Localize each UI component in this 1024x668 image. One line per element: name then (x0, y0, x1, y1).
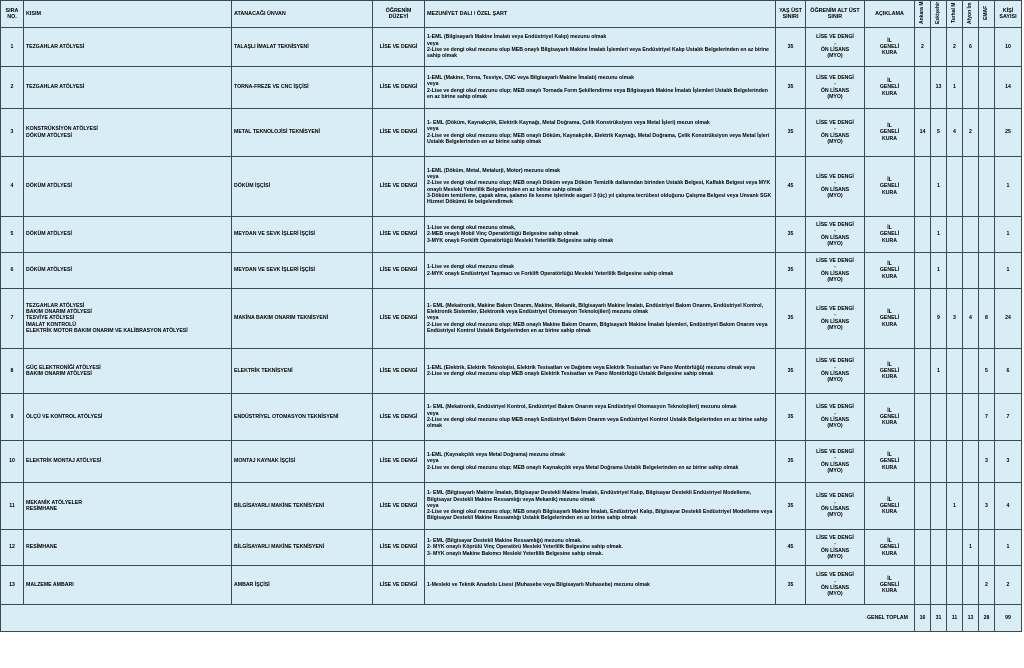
kisim-cell: KONSTRÜKSİYON ATÖLYESİ DÖKÜM ATÖLYESİ (24, 109, 232, 157)
turhal-cell (947, 349, 963, 394)
aciklama-cell: İL GENELİ KURA (865, 67, 915, 109)
footer-label: GENEL TOPLAM (1, 605, 915, 632)
ankara-cell (915, 289, 931, 349)
eskisehir-cell: 9 (931, 289, 947, 349)
turhal-cell (947, 157, 963, 217)
eskisehir-cell (931, 441, 947, 483)
duzey-cell: LİSE VE DENGİ (373, 217, 425, 253)
table-row (1, 441, 1022, 483)
duzey-cell: LİSE VE DENGİ (373, 253, 425, 289)
afyon-cell (963, 566, 979, 605)
kisim-cell: RESİMHANE (24, 530, 232, 566)
unvan-cell: BİLGİSAYARLI MAKİNE TEKNİSYENİ (232, 530, 373, 566)
unvan-cell: AMBAR İŞÇİSİ (232, 566, 373, 605)
aciklama-cell: İL GENELİ KURA (865, 253, 915, 289)
alt-ust-cell: LİSE VE DENGİ - ÖN LİSANS (MYO) (806, 349, 865, 394)
header-alt-ust: ÖĞRENİM ALT ÜST SINIR (806, 1, 865, 28)
alt-ust-cell: LİSE VE DENGİ - ÖN LİSANS (MYO) (806, 157, 865, 217)
table-row (1, 289, 1022, 349)
alt-ust-cell: LİSE VE DENGİ - ÖN LİSANS (MYO) (806, 441, 865, 483)
kisim-cell: DÖKÜM ATÖLYESİ (24, 253, 232, 289)
row-number: 10 (1, 441, 24, 483)
kisim-cell: ELEKTRİK MONTAJ ATÖLYESİ (24, 441, 232, 483)
ankara-cell (915, 349, 931, 394)
emaf-cell (979, 157, 995, 217)
kisim-cell: DÖKÜM ATÖLYESİ (24, 217, 232, 253)
duzey-cell: LİSE VE DENGİ (373, 289, 425, 349)
eskisehir-cell: 1 (931, 253, 947, 289)
duzey-cell: LİSE VE DENGİ (373, 157, 425, 217)
eskisehir-cell (931, 483, 947, 530)
mezuniyet-cell: 1-EML (Döküm, Metal, Metalurji, Motor) mezunu olmak veya 2-Lise ve dengi okul mezunu olup; MEB onaylı Döküm veya Döküm Temizlik dallarından birinden Ustalık Belgesi, Kalfalık Belgesi veya MYK onaylı Mesleki Yeterlilik Belgelerinden en az birine sahip olmak 3-Döküm temizleme, çapak alma, şalamo ile kesme işlerinde asgari 3 (üç) yıl çalışma tecrübesi olduğunu Çalışma Belgesi veya Unvanlı SGK Hizmet Dökümü ile belgelendirmek (425, 157, 776, 217)
afyon-cell (963, 349, 979, 394)
footer-ankara: 16 (915, 605, 931, 632)
unvan-cell: MONTAJ KAYNAK İŞÇİSİ (232, 441, 373, 483)
turhal-cell (947, 394, 963, 441)
kisim-cell: TEZGAHLAR ATÖLYESİ (24, 67, 232, 109)
turhal-cell: 4 (947, 109, 963, 157)
ankara-cell: 14 (915, 109, 931, 157)
eskisehir-cell (931, 566, 947, 605)
yas-cell: 45 (776, 530, 806, 566)
alt-ust-cell: LİSE VE DENGİ - ÖN LİSANS (MYO) (806, 67, 865, 109)
row-number: 5 (1, 217, 24, 253)
afyon-cell: 2 (963, 109, 979, 157)
unvan-cell: TORNA-FREZE VE CNC İŞÇİSİ (232, 67, 373, 109)
turhal-cell: 1 (947, 67, 963, 109)
afyon-cell (963, 441, 979, 483)
afyon-cell (963, 253, 979, 289)
kisim-cell: DÖKÜM ATÖLYESİ (24, 157, 232, 217)
header-emaf: EMAF (983, 5, 989, 21)
header-sira: SIRA NO. (1, 1, 24, 28)
eskisehir-cell (931, 394, 947, 441)
kisi-cell: 24 (995, 289, 1022, 349)
kisi-cell: 4 (995, 483, 1022, 530)
ankara-cell (915, 530, 931, 566)
turhal-cell: 3 (947, 289, 963, 349)
afyon-cell (963, 483, 979, 530)
kisi-cell: 1 (995, 217, 1022, 253)
header-turhal: Turhal M (951, 2, 957, 24)
emaf-cell (979, 530, 995, 566)
footer-kisi: 99 (995, 605, 1022, 632)
unvan-cell: DÖKÜM İŞÇİSİ (232, 157, 373, 217)
header-kisim: KISIM (24, 1, 232, 28)
alt-ust-cell: LİSE VE DENGİ - ÖN LİSANS (MYO) (806, 289, 865, 349)
row-number: 11 (1, 483, 24, 530)
afyon-cell: 1 (963, 530, 979, 566)
footer-turhal: 11 (947, 605, 963, 632)
alt-ust-cell: LİSE VE DENGİ - ÖN LİSANS (MYO) (806, 28, 865, 67)
aciklama-cell: İL GENELİ KURA (865, 483, 915, 530)
table-row (1, 28, 1022, 67)
emaf-cell (979, 217, 995, 253)
unvan-cell: ELEKTRİK TEKNİSYENİ (232, 349, 373, 394)
mezuniyet-cell: 1- EML (Bilgisayarlı Makine İmalatı, Bilgisayar Destekli Makine İmalatı, Endüstriyel Kalıp, Bilgisayar Destekli Endüstriyel Modelleme, Bilgisayar Destekli Makine Ressamlığı veya Mekanik) mezunu olmak veya 2-Lise ve dengi okul mezunu olup; MEB onaylı Bilgisayarlı Makine İmalatı, Endüstriyel Kalıp, Bilgisayar Destekli Endüstriyel Modelleme veya Bilgisayar Destekli Makine Ressamlığı Ustalık Belgelerinden en az birine sahip olmak (425, 483, 776, 530)
kisim-cell: GÜÇ ELEKTRONİĞİ ATÖLYESİ BAKIM ONARIM ATÖLYESİ (24, 349, 232, 394)
turhal-cell (947, 566, 963, 605)
row-number: 13 (1, 566, 24, 605)
unvan-cell: MEYDAN VE SEVK İŞLERİ İŞÇİSİ (232, 217, 373, 253)
duzey-cell: LİSE VE DENGİ (373, 566, 425, 605)
duzey-cell: LİSE VE DENGİ (373, 441, 425, 483)
row-number: 3 (1, 109, 24, 157)
mezuniyet-cell: 1-Mesleki ve Teknik Anadolu Lisesi (Muhasebe veya Bilgisayarlı Muhasebe) mezunu olmak (425, 566, 776, 605)
header-kisi: KİŞİ SAYISI (995, 1, 1022, 28)
yas-cell: 35 (776, 67, 806, 109)
emaf-cell: 2 (979, 566, 995, 605)
mezuniyet-cell: 1-EML (Elektrik, Elektrik Teknolojisi, Elektrik Tesisatları ve Dağıtımı veya Elektrik Tesisatları ve Pano Montörlüğü) mezunu olmak veya 2-Lise ve dengi okul mezunu olup MEB onaylı Elektrik Tesisatları ve Pano Montörlüğü Ustalık Belgesine sahip olmak (425, 349, 776, 394)
aciklama-cell: İL GENELİ KURA (865, 289, 915, 349)
aciklama-cell: İL GENELİ KURA (865, 530, 915, 566)
mezuniyet-cell: 1- EML (Mekatronik, Endüstriyel Kontrol, Endüstriyel Bakım Onarım veya Endüstriyel Otomasyon Teknolojileri) mezunu olmak veya 2-Lise ve dengi okul mezunu olup MEB onaylı Endüstriyel Bakım Onarım veya Endüstriyel Kontrol Ustalık Belgelerinden en az birine sahip olmak (425, 394, 776, 441)
unvan-cell: MEYDAN VE SEVK İŞLERİ İŞÇİSİ (232, 253, 373, 289)
eskisehir-cell (931, 530, 947, 566)
unvan-cell: METAL TEKNOLOJİSİ TEKNİSYENİ (232, 109, 373, 157)
alt-ust-cell: LİSE VE DENGİ - ÖN LİSANS (MYO) (806, 217, 865, 253)
duzey-cell: LİSE VE DENGİ (373, 394, 425, 441)
turhal-cell (947, 441, 963, 483)
mezuniyet-cell: 1-EML (Bilgisayarlı Makine İmalatı veya Endüstriyel Kalıp) mezunu olmak veya 2-Lise ve dengi okul mezunu olup MEB onaylı Bilgisayarlı Makine İmalatı İşlemleri veya Endüstriyel Kalıp Ustalık Belgelerinden en az birine sahip olmak (425, 28, 776, 67)
yas-cell: 35 (776, 253, 806, 289)
table-row (1, 566, 1022, 605)
table-row (1, 217, 1022, 253)
ankara-cell (915, 483, 931, 530)
yas-cell: 45 (776, 157, 806, 217)
table-row (1, 67, 1022, 109)
aciklama-cell: İL GENELİ KURA (865, 217, 915, 253)
yas-cell: 35 (776, 28, 806, 67)
kisi-cell: 3 (995, 441, 1022, 483)
mezuniyet-cell: 1- EML (Döküm, Kaynakçılık, Elektrik Kaynağı, Metal Doğrama, Çelik Konstrüksiyon veya Metal İşleri) mezun olmak veya 2-Lise ve dengi okul mezunu olup; MEB onaylı Döküm, Kaynakçılık, Elektrik Kaynağı, Metal Doğrama, Çelik Konstrüksiyon veya Metal İşleri Ustalık Belgelerinden en az birine sahip olmak (425, 109, 776, 157)
yas-cell: 35 (776, 217, 806, 253)
kisim-cell: TEZGAHLAR ATÖLYESİ (24, 28, 232, 67)
emaf-cell: 7 (979, 394, 995, 441)
footer-eskisehir: 31 (931, 605, 947, 632)
turhal-cell: 1 (947, 483, 963, 530)
header-eskisehir: Eskişehir (935, 1, 941, 25)
row-number: 8 (1, 349, 24, 394)
aciklama-cell: İL GENELİ KURA (865, 566, 915, 605)
turhal-cell (947, 530, 963, 566)
emaf-cell: 3 (979, 483, 995, 530)
eskisehir-cell: 1 (931, 349, 947, 394)
row-number: 9 (1, 394, 24, 441)
emaf-cell: 8 (979, 289, 995, 349)
ankara-cell (915, 217, 931, 253)
table-row (1, 483, 1022, 530)
unvan-cell: ENDÜSTRİYEL OTOMASYON TEKNİSYENİ (232, 394, 373, 441)
yas-cell: 35 (776, 109, 806, 157)
kisi-cell: 1 (995, 253, 1022, 289)
ankara-cell (915, 157, 931, 217)
table-row (1, 530, 1022, 566)
duzey-cell: LİSE VE DENGİ (373, 530, 425, 566)
table-row (1, 349, 1022, 394)
eskisehir-cell: 13 (931, 67, 947, 109)
row-number: 4 (1, 157, 24, 217)
mezuniyet-cell: 1-EML (Makine, Torna, Tesviye, CNC veya Bilgisayarlı Makine İmalatı) mezunu olmak veya 2-Lise ve dengi okul mezunu olup; MEB onaylı Tornada Form Şekillendirme veya Bilgisayarlı Makine İmalatı İşlemleri Ustalık Belgelerinden en az birine sahip olmak (425, 67, 776, 109)
eskisehir-cell: 1 (931, 217, 947, 253)
kisi-cell: 2 (995, 566, 1022, 605)
eskisehir-cell: 5 (931, 109, 947, 157)
yas-cell: 35 (776, 483, 806, 530)
turhal-cell (947, 217, 963, 253)
alt-ust-cell: LİSE VE DENGİ - ÖN LİSANS (MYO) (806, 483, 865, 530)
kisi-cell: 10 (995, 28, 1022, 67)
duzey-cell: LİSE VE DENGİ (373, 109, 425, 157)
emaf-cell: 5 (979, 349, 995, 394)
emaf-cell (979, 253, 995, 289)
header-mezuniyet: MEZUNİYET DALI / ÖZEL ŞART (425, 1, 776, 28)
turhal-cell: 2 (947, 28, 963, 67)
aciklama-cell: İL GENELİ KURA (865, 157, 915, 217)
emaf-cell (979, 67, 995, 109)
row-number: 1 (1, 28, 24, 67)
alt-ust-cell: LİSE VE DENGİ - ÖN LİSANS (MYO) (806, 109, 865, 157)
mezuniyet-cell: 1-Lise ve dengi okul mezunu olmak 2-MYK onaylı Endüstriyel Taşımacı ve Forklift Operatörlüğü Mesleki Yeterlilik Belgesine sahip olmak (425, 253, 776, 289)
ankara-cell (915, 67, 931, 109)
kisi-cell: 6 (995, 349, 1022, 394)
kisi-cell: 14 (995, 67, 1022, 109)
afyon-cell (963, 67, 979, 109)
alt-ust-cell: LİSE VE DENGİ - ÖN LİSANS (MYO) (806, 566, 865, 605)
header-duzey: ÖĞRENİM DÜZEYİ (373, 1, 425, 28)
duzey-cell: LİSE VE DENGİ (373, 349, 425, 394)
mezuniyet-cell: 1-Lise ve dengi okul mezunu olmak, 2-MEB onaylı Mobil Vinç Operatörlüğü Belgesine sahip olmak 3-MYK onaylı Forklift Operatörlüğü Mesleki Yeterlilik Belgesine sahip olmak (425, 217, 776, 253)
aciklama-cell: İL GENELİ KURA (865, 28, 915, 67)
row-number: 2 (1, 67, 24, 109)
duzey-cell: LİSE VE DENGİ (373, 483, 425, 530)
unvan-cell: TALAŞLI İMALAT TEKNİSYENİ (232, 28, 373, 67)
afyon-cell (963, 394, 979, 441)
mezuniyet-cell: 1-EML (Kaynakçılık veya Metal Doğrama) mezunu olmak veya 2-Lise ve dengi okul mezunu olup; MEB onaylı Kaynakçılık veya Metal Doğrama Ustalık Belgelerinden en az birine sahip olmak (425, 441, 776, 483)
table-row (1, 109, 1022, 157)
turhal-cell (947, 253, 963, 289)
aciklama-cell: İL GENELİ KURA (865, 109, 915, 157)
header-afyon: Afyon İm (967, 2, 973, 24)
aciklama-cell: İL GENELİ KURA (865, 349, 915, 394)
emaf-cell (979, 109, 995, 157)
emaf-cell (979, 28, 995, 67)
ankara-cell (915, 253, 931, 289)
table-row (1, 253, 1022, 289)
afyon-cell: 6 (963, 28, 979, 67)
emaf-cell: 3 (979, 441, 995, 483)
header-aciklama: AÇIKLAMA (865, 1, 915, 28)
duzey-cell: LİSE VE DENGİ (373, 28, 425, 67)
unvan-cell: BİLGİSAYARLI MAKİNE TEKNİSYENİ (232, 483, 373, 530)
alt-ust-cell: LİSE VE DENGİ - ÖN LİSANS (MYO) (806, 530, 865, 566)
ankara-cell (915, 441, 931, 483)
table-row (1, 157, 1022, 217)
kisi-cell: 1 (995, 530, 1022, 566)
yas-cell: 35 (776, 566, 806, 605)
table-body (1, 28, 1022, 605)
alt-ust-cell: LİSE VE DENGİ - ÖN LİSANS (MYO) (806, 394, 865, 441)
header-yas: YAŞ ÜST SINIRI (776, 1, 806, 28)
kisi-cell: 7 (995, 394, 1022, 441)
unvan-cell: MAKİNA BAKIM ONARIM TEKNİSYENİ (232, 289, 373, 349)
afyon-cell: 4 (963, 289, 979, 349)
header-ankara: Ankara M (919, 1, 925, 25)
row-number: 7 (1, 289, 24, 349)
yas-cell: 35 (776, 394, 806, 441)
header-unvan: ATANACAĞI ÜNVAN (232, 1, 373, 28)
ankara-cell (915, 394, 931, 441)
kisim-cell: MEKANİK ATÖLYELER RESİMHANE (24, 483, 232, 530)
kisim-cell: ÖLÇÜ VE KONTROL ATÖLYESİ (24, 394, 232, 441)
duzey-cell: LİSE VE DENGİ (373, 67, 425, 109)
footer-afyon: 13 (963, 605, 979, 632)
yas-cell: 35 (776, 289, 806, 349)
row-number: 6 (1, 253, 24, 289)
afyon-cell (963, 217, 979, 253)
eskisehir-cell (931, 28, 947, 67)
afyon-cell (963, 157, 979, 217)
yas-cell: 35 (776, 349, 806, 394)
table-row (1, 394, 1022, 441)
footer-emaf: 28 (979, 605, 995, 632)
kisi-cell: 25 (995, 109, 1022, 157)
mezuniyet-cell: 1- EML (Mekatronik, Makine Bakım Onarım, Makine, Mekanik, Bilgisayarlı Makine İmalatı, Endüstriyel Bakım Onarım, Endüstriyel Kontrol, Elektronik Sistemler, Elektronik veya Endüstriyel Otomasyon Teknolojileri) mezunu olmak veya 2-Lise ve dengi okul mezunu olup; MEB onaylı Makine Bakım Onarım, Bilgisayarlı Makine İmalatı İşlemleri, Endüstriyel Bakım Onarım veya Endüstriyel Kontrol Ustalık Belgelerinden en az birine sahip olmak (425, 289, 776, 349)
row-number: 12 (1, 530, 24, 566)
yas-cell: 35 (776, 441, 806, 483)
aciklama-cell: İL GENELİ KURA (865, 441, 915, 483)
ankara-cell: 2 (915, 28, 931, 67)
kisi-cell: 1 (995, 157, 1022, 217)
header-row (1, 1, 1022, 28)
alt-ust-cell: LİSE VE DENGİ - ÖN LİSANS (MYO) (806, 253, 865, 289)
aciklama-cell: İL GENELİ KURA (865, 394, 915, 441)
kisim-cell: TEZGAHLAR ATÖLYESİ BAKIM ONARIM ATÖLYESİ TESVİYE ATÖLYESİ İMALAT KONTROLÜ ELEKTRİK MOTOR BAKIM ONARIM VE KALİBRASYON ATÖLYESİ (24, 289, 232, 349)
footer-row (1, 605, 1022, 632)
kisim-cell: MALZEME AMBARI (24, 566, 232, 605)
mezuniyet-cell: 1- EML (Bilgisayar Destekli Makine Ressamlığı) mezunu olmak. 2- MYK onaylı Köprülü Vinç Operatörü Mesleki Yeterlilik Belgesine sahip olmak. 3- MYK onaylı Makine Bakımcı Mesleki Yeterlilik Belgesine sahip olmak. (425, 530, 776, 566)
ankara-cell (915, 566, 931, 605)
eskisehir-cell: 1 (931, 157, 947, 217)
